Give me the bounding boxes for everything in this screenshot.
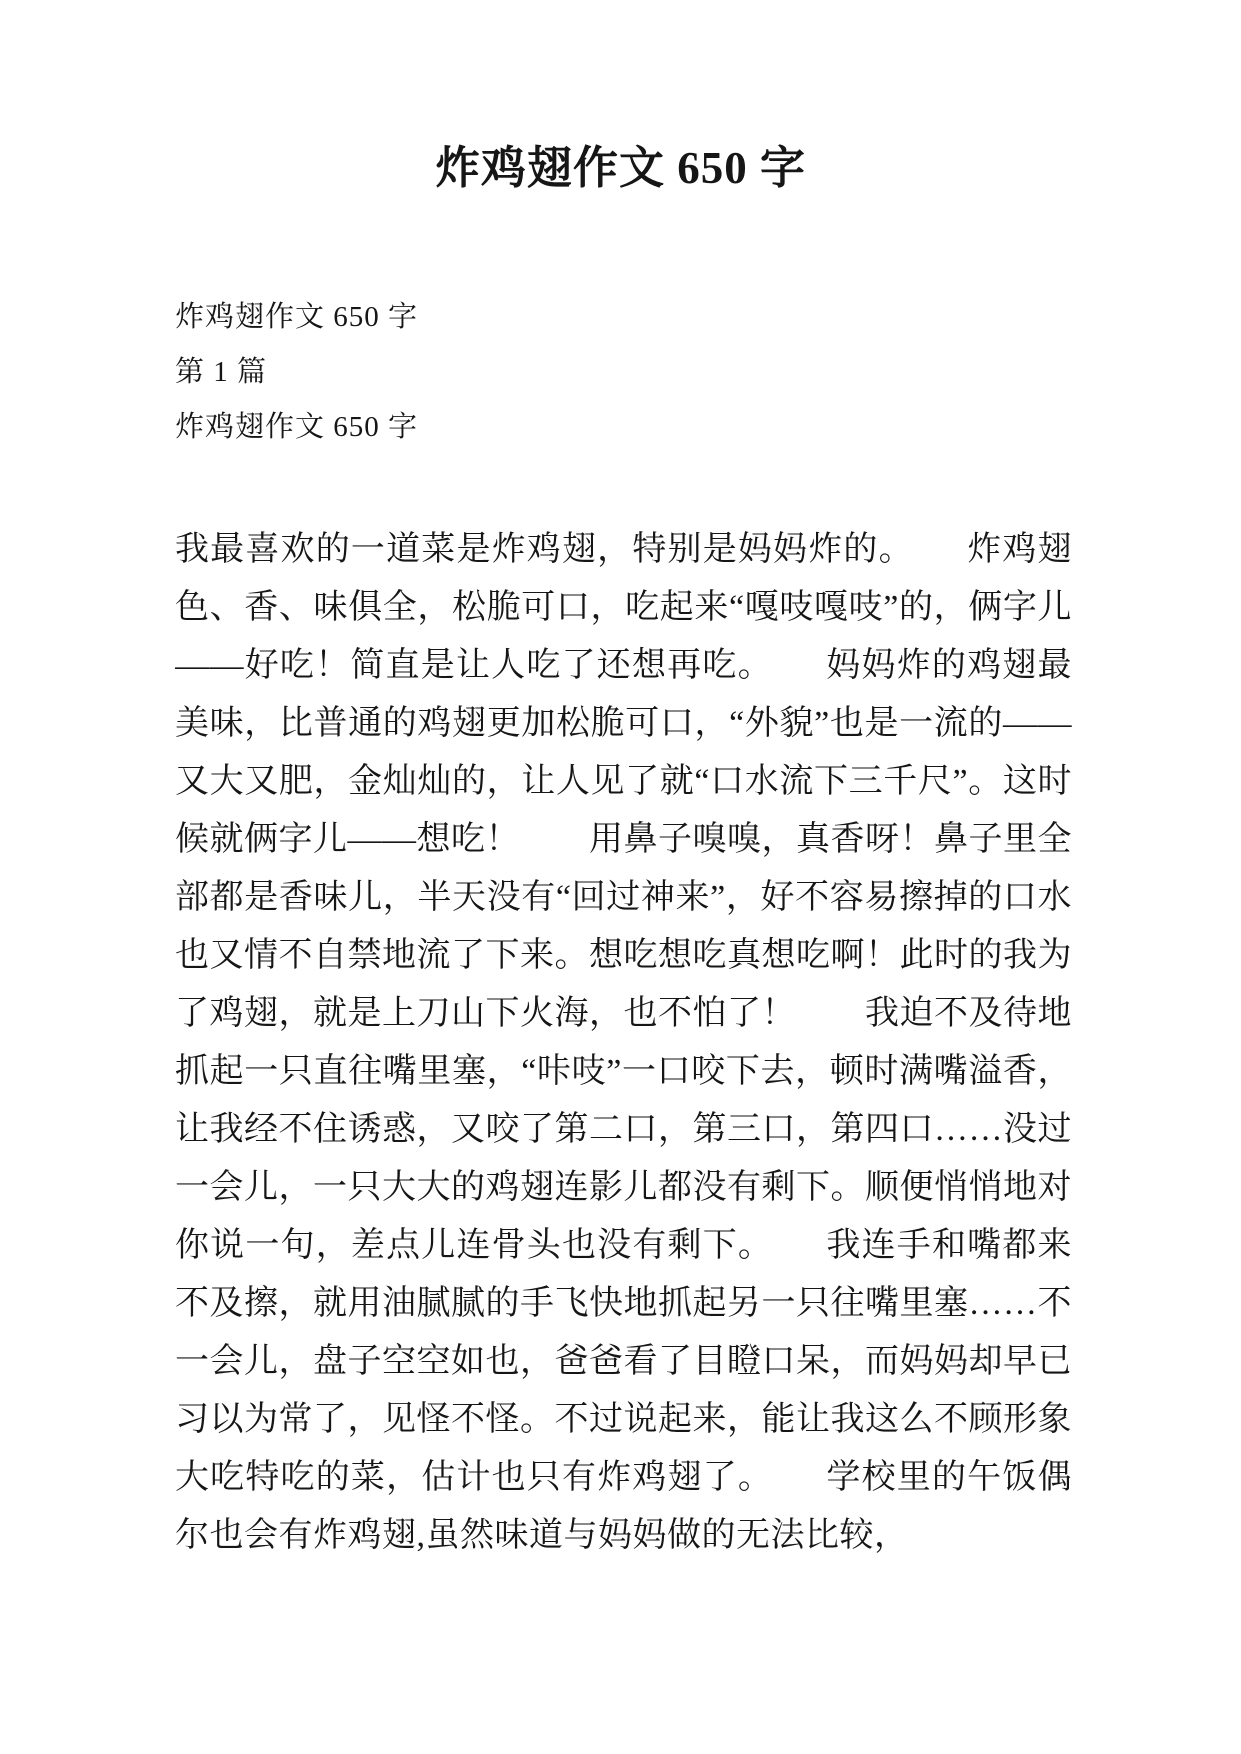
- part-title-line: 炸鸡翅作文 650 字: [175, 411, 419, 443]
- essay-body-paragraph: 我最喜欢的一道菜是炸鸡翅，特别是妈妈炸的。 炸鸡翅色、香、味俱全，松脆可口，吃起来“嘎吱嘎吱”的，俩字儿——好吃！简直是让人吃了还想再吃。 妈妈炸的鸡翅最美味，比普通的鸡翅更加松脆可口，“外貌”也是一流的——又大又肥，金灿灿的，让人见了就“口水流下三千尺”。这时候就俩字儿——想吃！ 用鼻子嗅嗅，真香呀！鼻子里全部都是香味儿，半天没有“回过神来”，好不容易擦掉的口水也又情不自禁地流了下来。想吃想吃真想吃啊！此时的我为了鸡翅，就是上刀山下火海，也不怕了！ 我迫不及待地抓起一只直往嘴里塞，“咔吱”一口咬下去，顿时满嘴溢香，让我经不住诱惑，又咬了第二口，第三口，第四口……没过一会儿，一只大大的鸡翅连影儿都没有剩下。顺便悄悄地对你说一句，差点儿连骨头也没有剩下。 我连手和嘴都来不及擦，就用油腻腻的手飞快地抓起另一只往嘴里塞……不一会儿，盘子空空如也，爸爸看了目瞪口呆，而妈妈却早已习以为常了，见怪不怪。不过说起来，能让我这么不顾形象大吃特吃的菜，估计也只有炸鸡翅了。 学校里的午饭偶尔也会有炸鸡翅,虽然味道与妈妈做的无法比较，: [175, 531, 1072, 1554]
- meta-block: [175, 290, 1075, 455]
- document-title: 炸鸡翅作文 650 字: [434, 143, 806, 193]
- subtitle-line: 炸鸡翅作文 650 字: [175, 301, 419, 333]
- part-label: 第 1 篇: [175, 356, 268, 388]
